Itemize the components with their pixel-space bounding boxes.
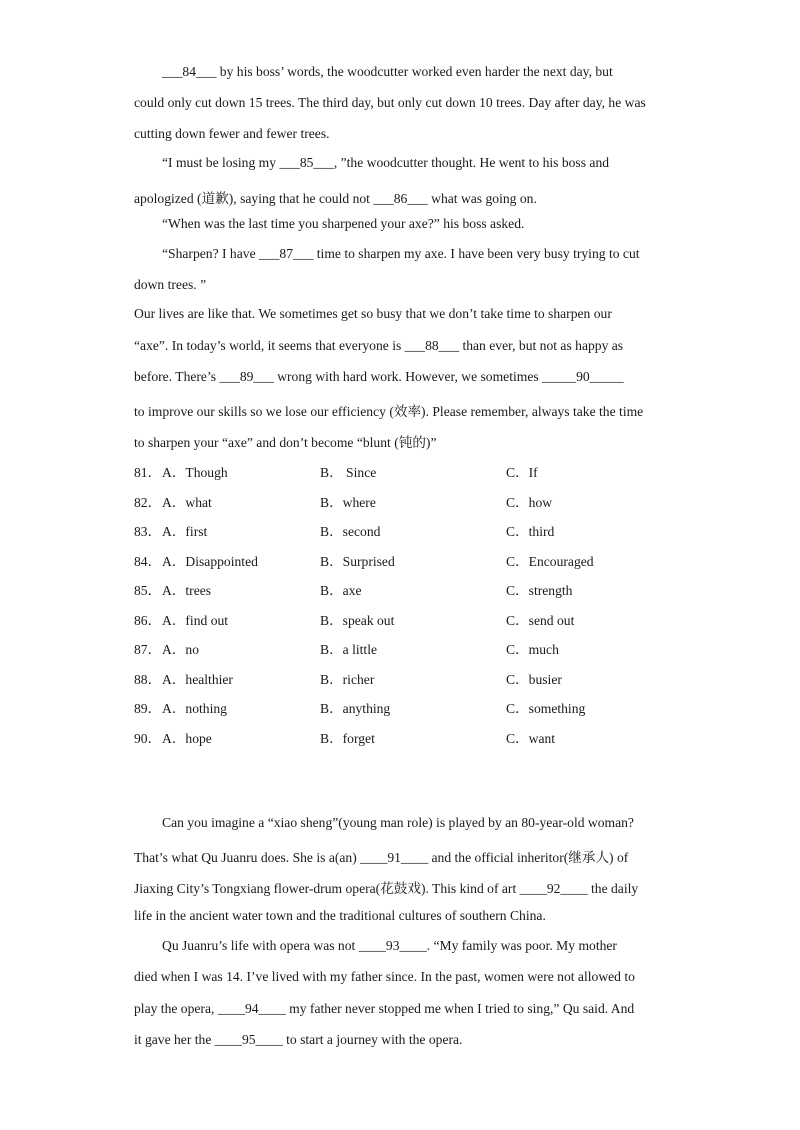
option-b: B．a little [320,642,378,657]
question-number: 86． [134,613,162,628]
passage-text: apologized (道歉), saying that he could not [134,191,374,206]
passage1-line-3: cutting down fewer and fewer trees. [134,126,330,141]
blank-85: ___85___ [279,155,334,170]
option-a: A．Disappointed [162,554,258,569]
question-number: 83． [134,524,162,539]
option-a: A．healthier [162,672,233,687]
option-c: C．send out [506,613,575,628]
passage1-line-2: could only cut down 15 trees. The third day, but only cut down 10 trees. Day after day, he was [134,95,646,110]
passage-text: time to sharpen my axe. I have been very busy trying to cut [313,246,640,261]
passage-text: to start a journey with the opera. [282,1032,463,1047]
option-a: A．trees [162,583,212,598]
option-c: C．If [506,465,538,480]
blank-91: ____91____ [360,850,429,865]
passage1-line-11 [134,369,624,385]
passage1-line-5 [134,187,537,207]
passage1-line-13: to sharpen your “axe” and don’t become “blunt (钝的)” [134,435,437,450]
option-a: A．hope [162,731,212,746]
option-b: B．second [320,524,381,539]
passage-text: and the official inheritor(继承人) of [428,850,629,865]
question-number: 82． [134,495,162,510]
option-a: A．first [162,524,208,539]
passage2-line-4: life in the ancient water town and the traditional cultures of southern China. [134,908,546,923]
blank-90: _____90_____ [542,369,624,384]
option-c: C．something [506,701,586,716]
passage-text: , ”the woodcutter thought. He went to his boss and [333,155,610,170]
blank-92: ____92____ [519,881,588,896]
passage-text: what was going on. [427,191,537,206]
option-c: C．want [506,731,556,746]
question-number: 81． [134,465,162,480]
option-b: B．axe [320,583,362,598]
option-b: B．speak out [320,613,395,628]
passage-text: than ever, but not as happy as [459,338,624,353]
option-b: B．Surprised [320,554,395,569]
option-b: B．anything [320,701,391,716]
passage-text: Qu Juanru’s life with opera was not [162,938,359,953]
blank-89: ___89___ [219,369,274,384]
option-c: C．how [506,495,553,510]
passage2-line-3 [134,877,638,897]
passage-text: play the opera, [134,1001,218,1016]
passage2-line-6: died when I was 14. I’ve lived with my father since. In the past, women were not allowed to [134,969,635,984]
option-b: B．richer [320,672,375,687]
passage1-line-9: Our lives are like that. We sometimes get so busy that we don’t take time to sharpen our [134,306,612,321]
option-a: A．no [162,642,200,657]
option-c: C．third [506,524,555,539]
passage-text: “axe”. In today’s world, it seems that everyone is [134,338,405,353]
blank-87: ___87___ [259,246,314,261]
passage1-line-8: down trees. ” [134,277,207,292]
option-c: C．busier [506,672,562,687]
blank-95: ____95____ [214,1032,283,1047]
blank-88: ___88___ [404,338,460,353]
passage-text: “I must be losing my [162,155,280,170]
option-a: A．nothing [162,701,227,716]
passage1-line-4 [162,155,609,171]
passage1-line-7 [162,246,640,262]
question-number: 85． [134,583,162,598]
option-a: A．what [162,495,212,510]
question-number: 84． [134,554,162,569]
passage-text: That’s what Qu Juanru does. She is a(an) [134,850,361,865]
question-number: 89． [134,701,162,716]
passage2-line-7 [134,1001,634,1017]
passage-text: my father never stopped me when I tried to sing,” Qu said. And [285,1001,635,1016]
blank-94: ____94____ [217,1001,286,1016]
passage-text: Jiaxing City’s Tongxiang flower-drum opera(花鼓戏). This kind of art [134,881,520,896]
passage2-line-2 [134,846,628,866]
passage2-line-8 [134,1032,462,1048]
passage1-line-10 [134,338,623,354]
passage2-line-1: Can you imagine a “xiao sheng”(young man role) is played by an 80-year-old woman? [162,815,634,830]
option-b: B．where [320,495,376,510]
blank-86: ___86___ [373,191,428,206]
passage2-line-5 [162,938,617,954]
passage1-line-12: to improve our skills so we lose our efficiency (效率). Please remember, always take the time [134,404,644,419]
passage-text: wrong with hard work. However, we sometimes [273,369,543,384]
option-c: C．much [506,642,559,657]
question-number: 90． [134,731,162,746]
passage-text: before. There’s [134,369,220,384]
option-c: C．strength [506,583,573,598]
option-c: C．Encouraged [506,554,594,569]
passage-text: it gave her the [134,1032,215,1047]
option-a: A．Though [162,465,228,480]
option-b: B．forget [320,731,375,746]
passage1-line-6: “When was the last time you sharpened your axe?” his boss asked. [162,216,525,231]
passage-text: by his boss’ words, the woodcutter worked even harder the next day, but [216,64,613,79]
question-number: 88． [134,672,162,687]
passage-text: “Sharpen? I have [162,246,259,261]
blank-84: ___84___ [162,64,217,79]
option-b: B． Since [320,465,377,480]
passage-text: the daily [587,881,639,896]
option-a: A．find out [162,613,229,628]
passage1-line-1 [162,64,613,80]
blank-93: ____93____ [358,938,427,953]
passage-text: . “My family was poor. My mother [426,938,617,953]
question-number: 87． [134,642,162,657]
